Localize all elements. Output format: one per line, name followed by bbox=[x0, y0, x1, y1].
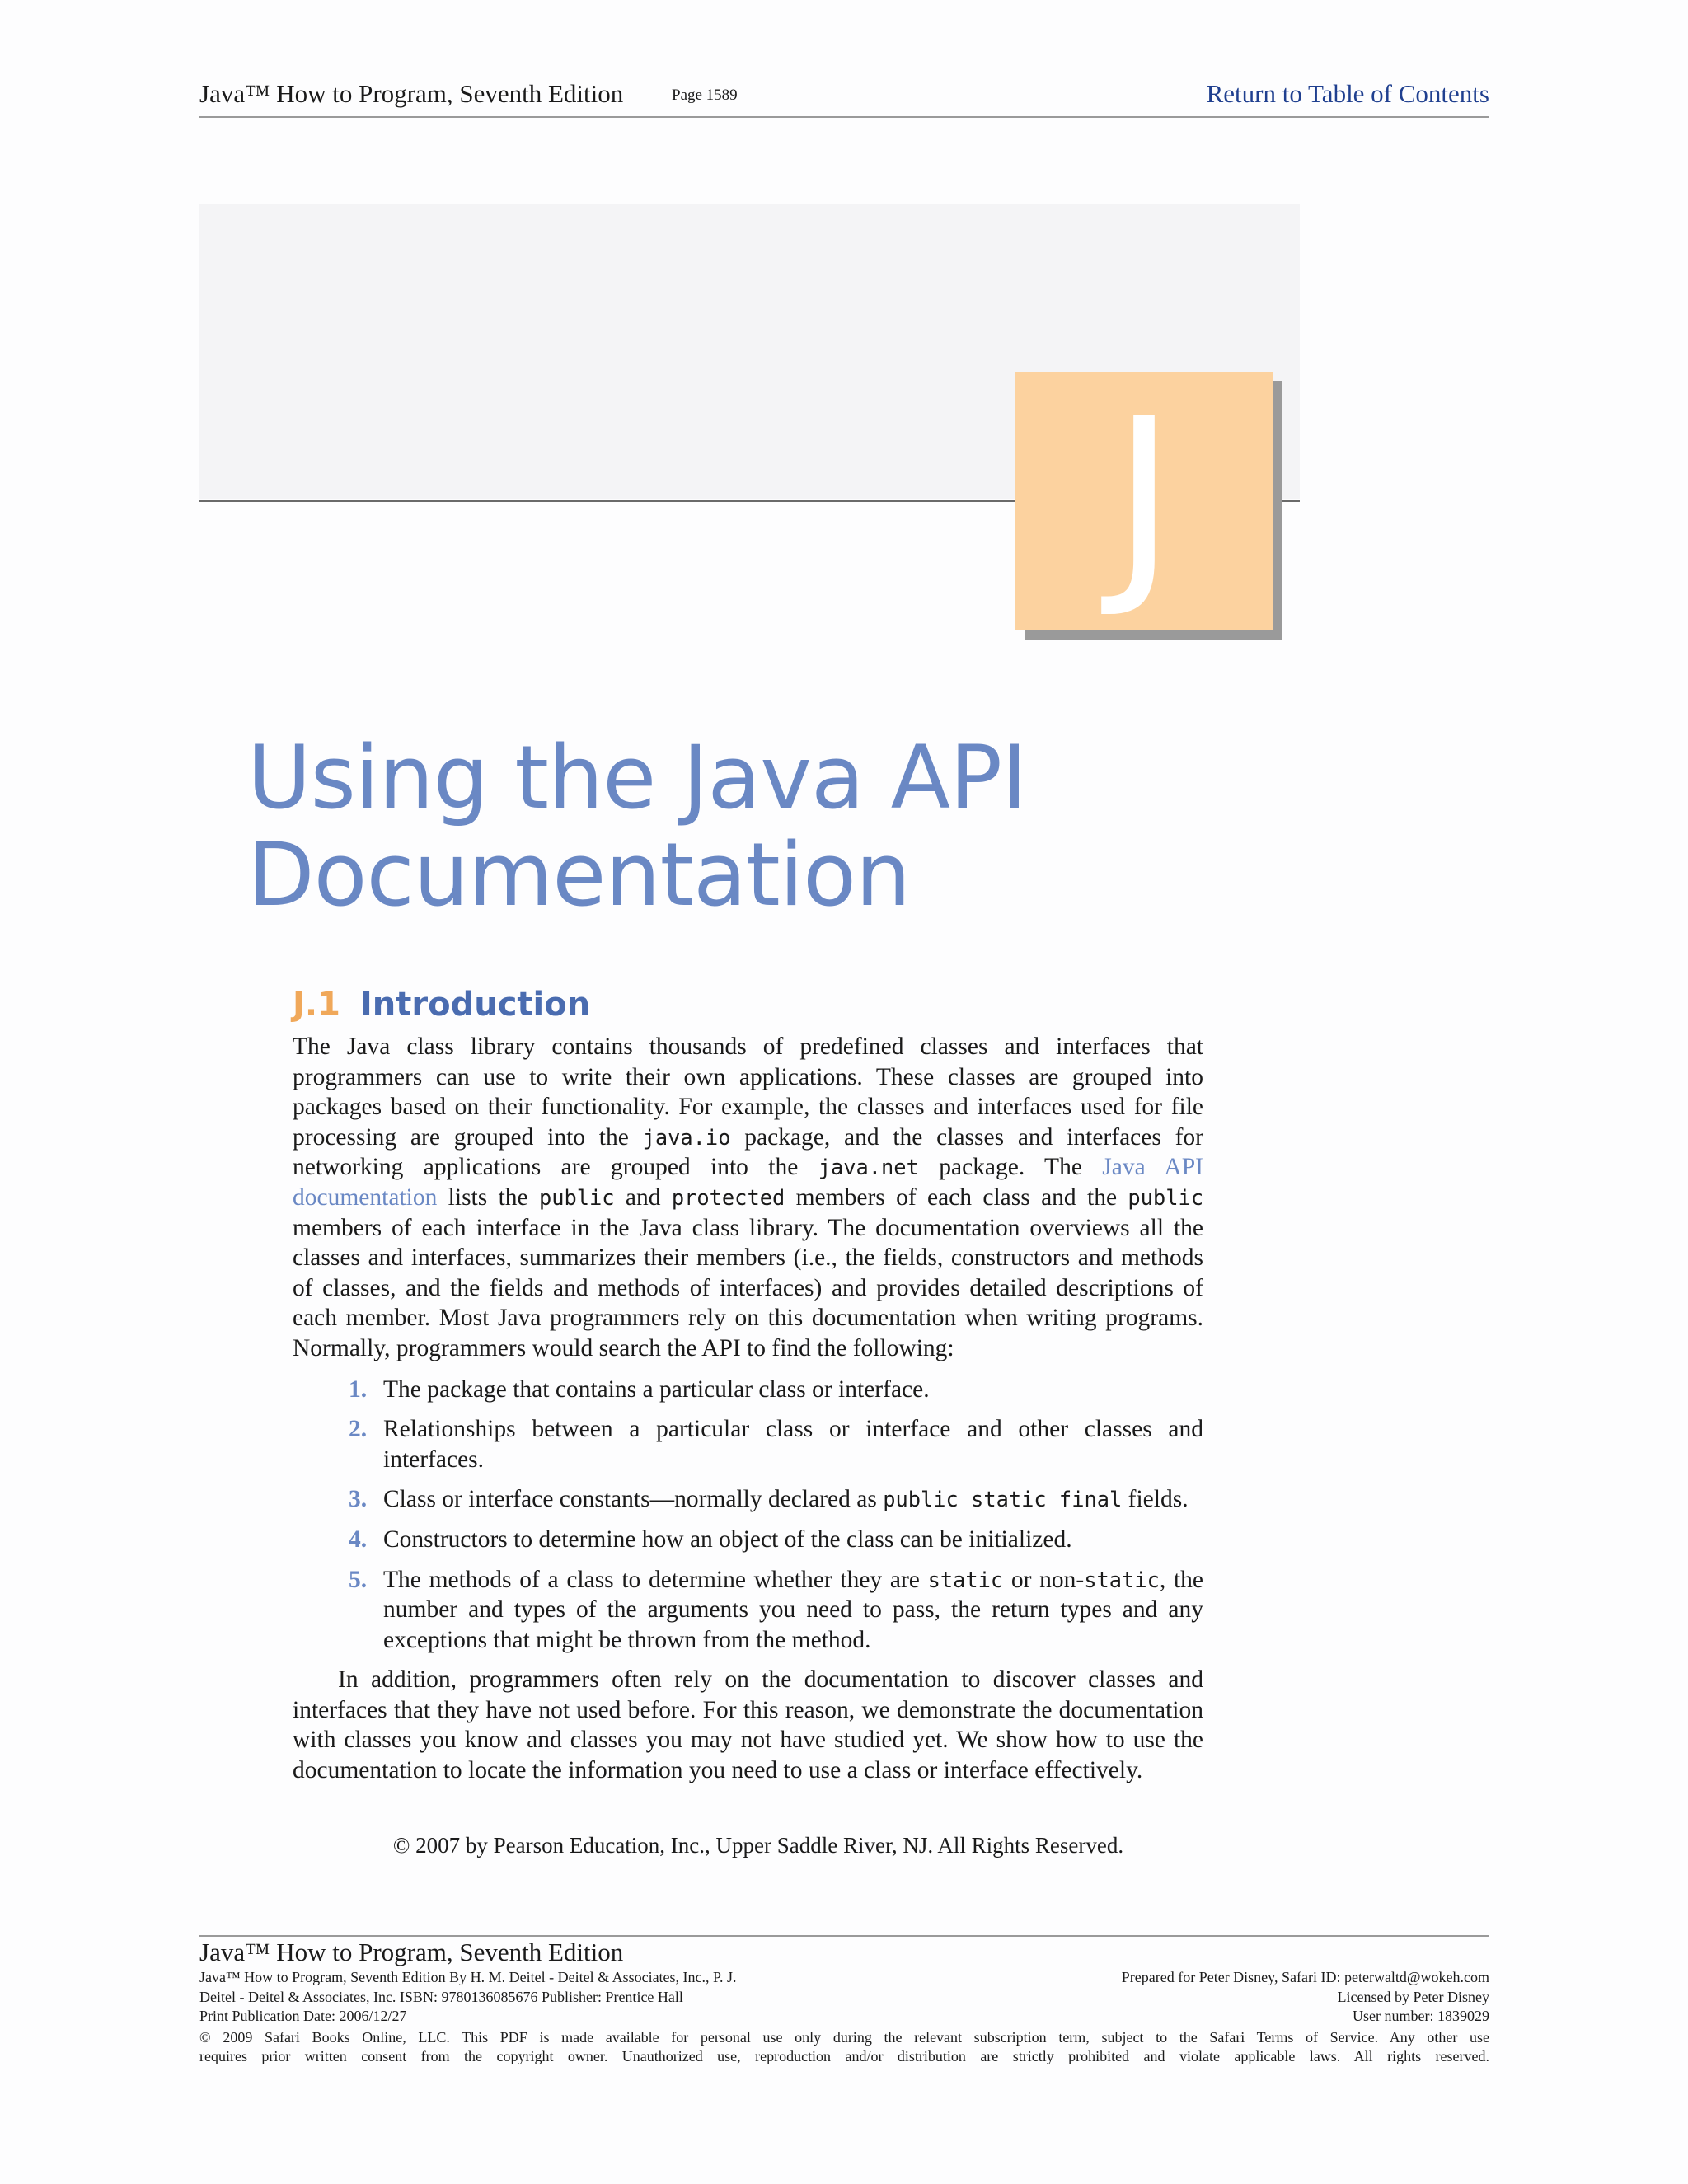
code-protected: protected bbox=[671, 1184, 785, 1210]
footer-line: User number: 1839029 bbox=[1353, 2008, 1489, 2024]
footer-book-title: Java™ How to Program, Seventh Edition bbox=[199, 1938, 624, 1966]
footer-publication-info bbox=[199, 1968, 737, 2027]
list-item-text: Class or interface constants—normally declared as bbox=[383, 1486, 884, 1513]
second-paragraph: In addition, programmers often rely on the documentation to discover classes and interfaces that they have not used before. For this reason, we demonstrate the documentation with classes you know and classes you may not have studied yet. We show how to use the documentation to locate the information you need to use a class or interface effectively. bbox=[293, 1666, 1203, 1784]
chapter-letter: J bbox=[1112, 373, 1176, 622]
footer-line: Print Publication Date: 2006/12/27 bbox=[199, 2008, 407, 2024]
list-item-number: 3. bbox=[349, 1486, 368, 1513]
list-item bbox=[293, 1414, 1203, 1474]
api-documentation-term: Java API documentation bbox=[293, 1154, 1203, 1211]
code-public: public bbox=[538, 1184, 615, 1210]
list-item bbox=[293, 1375, 1203, 1405]
section-number: J.1 bbox=[293, 986, 340, 1024]
code-public: public bbox=[1128, 1184, 1203, 1210]
text-run: lists the bbox=[437, 1183, 539, 1211]
return-to-toc-link[interactable]: Return to Table of Contents bbox=[1206, 79, 1489, 108]
list-item-text: Constructors to determine how an object of the class can be initialized. bbox=[383, 1526, 1072, 1553]
code-java-io: java.io bbox=[642, 1124, 731, 1150]
footer-divider bbox=[199, 1935, 1489, 1937]
list-item-number: 2. bbox=[349, 1416, 368, 1443]
search-items-list bbox=[293, 1375, 1203, 1656]
footer-line: Prepared for Peter Disney, Safari ID: peterwaltd@wokeh.com bbox=[1121, 1969, 1489, 1985]
list-item-text: or non- bbox=[1003, 1566, 1085, 1593]
list-item bbox=[293, 1484, 1203, 1515]
text-run: package. The bbox=[918, 1154, 1103, 1181]
chapter-title: Using the Java API Documentation bbox=[247, 727, 1027, 926]
text-run: members of each interface in the Java class library. The documentation overviews all the classes and interfaces, summarizes their members (i.e., the fields, constructors and methods of classes, and the fields and methods of interfaces) and provides detailed descriptions of each member. Most Java programmers rely on this documentation when writing programs. Normally, programmers would search the API to find the following: bbox=[293, 1214, 1203, 1361]
list-item-number: 1. bbox=[349, 1376, 368, 1403]
text-run: package, and the classes and interfaces for networking applications are grouped into the bbox=[293, 1123, 1203, 1181]
copyright-notice: © 2007 by Pearson Education, Inc., Upper Saddle River, NJ. All Rights Reserved. bbox=[392, 1833, 1124, 1858]
list-item-text: The package that contains a particular class or interface. bbox=[383, 1376, 930, 1403]
header-divider bbox=[199, 116, 1489, 118]
footer-line: Deitel - Deitel & Associates, Inc. ISBN: 9780136085676 Publisher: Prentice Hall bbox=[199, 1988, 683, 2005]
code-public-static-final: public static final bbox=[883, 1487, 1123, 1512]
header-page-number: Page 1589 bbox=[672, 87, 738, 104]
footer-line: Java™ How to Program, Seventh Edition By H. M. Deitel - Deitel & Associates, Inc., P. J. bbox=[199, 1969, 737, 1985]
text-run: members of each class and the bbox=[785, 1183, 1128, 1211]
footer-legal-notice bbox=[199, 2028, 1489, 2066]
code-static: static bbox=[927, 1567, 1004, 1592]
list-item bbox=[293, 1525, 1203, 1555]
list-item-number: 4. bbox=[349, 1526, 368, 1553]
code-java-net: java.net bbox=[818, 1155, 919, 1180]
list-item bbox=[293, 1565, 1203, 1656]
text-run: and bbox=[614, 1183, 672, 1211]
footer-notice-line: © 2009 Safari Books Online, LLC. This PDF is made available for personal use only during the relevant subscription term, subject to the Safari Terms of Service. Any other use bbox=[199, 2029, 1489, 2046]
code-static: static bbox=[1084, 1567, 1160, 1592]
list-item-text: Relationships between a particular class or interface and other classes and interfaces. bbox=[383, 1416, 1203, 1473]
text-run: The Java class library contains thousands of predefined classes and interfaces that programmers can use to write their own applications. These classes are grouped into packages based on their functionality. For example, the classes and interfaces used for file processing are grouped into the bbox=[293, 1033, 1203, 1151]
footer-notice-line: requires prior written consent from the copyright owner. Unauthorized use, reproduction and/or distribution are strictly prohibited and violate applicable laws. All rights reserved. bbox=[199, 2048, 1489, 2064]
intro-paragraph bbox=[293, 1032, 1203, 1364]
list-item-text: The methods of a class to determine whether they are bbox=[383, 1566, 928, 1593]
list-item-text: , the number and types of the arguments you need to pass, the return types and any exceptions that might be thrown from the method. bbox=[383, 1566, 1203, 1653]
body-text bbox=[293, 1032, 1203, 1786]
section-heading bbox=[293, 986, 590, 1024]
chapter-letter-badge bbox=[1015, 372, 1273, 630]
header-book-title: Java™ How to Program, Seventh Edition bbox=[199, 79, 624, 108]
footer-license-info bbox=[1122, 1968, 1489, 2027]
list-item-number: 5. bbox=[349, 1566, 368, 1593]
footer-line: Licensed by Peter Disney bbox=[1337, 1988, 1489, 2005]
section-title: Introduction bbox=[359, 986, 591, 1024]
list-item-text: fields. bbox=[1122, 1486, 1189, 1513]
